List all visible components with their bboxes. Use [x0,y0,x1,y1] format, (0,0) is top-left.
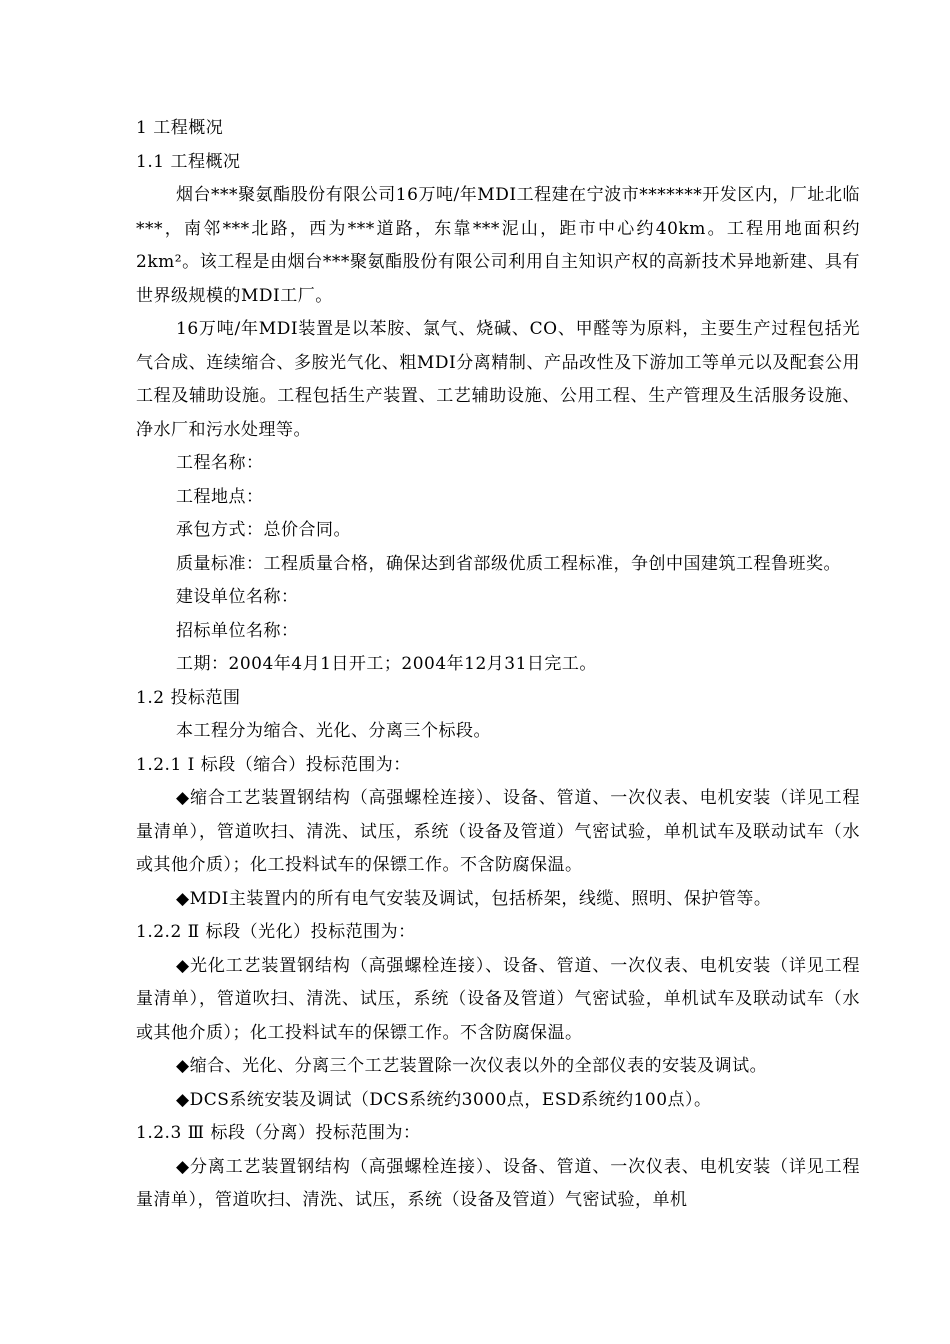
scope-intro: 本工程分为缩合、光化、分离三个标段。 [176,721,491,741]
list-item [136,1151,860,1218]
diamond-bullet-icon: ◆ [176,955,190,976]
subsection-heading-1-2-3: 1.2.3 Ⅲ 标段（分离）投标范围为： [136,1123,421,1143]
list-item [136,782,860,883]
list-item [136,883,860,917]
chapter-heading: 1 工程概况 [136,118,224,138]
diamond-bullet-icon: ◆ [176,1056,190,1076]
process-paragraph: 16万吨/年MDI装置是以苯胺、氯气、烧碱、CO、甲醛等为原料，主要生产过程包括光气合成、连续缩合、多胺光气化、粗MDI分离精制、产品改性及下游加工等单元以及配套公用工程及辅助设施。工程包括生产装置、工艺辅助设施、公用工程、生产管理及生活服务设施、净水厂和污水处理等。 [136,319,860,440]
list-item-text: 光化工艺装置钢结构（高强螺栓连接）、设备、管道、一次仪表、电机安装（详见工程量清单），管道吹扫、清洗、试压，系统（设备及管道）气密试验，单机试车及联动试车（水或其他介质）；化工投料试车的保镖工作。不含防腐保温。 [136,955,861,1043]
document-body [136,112,860,1218]
list-item-text: 缩合工艺装置钢结构（高强螺栓连接）、设备、管道、一次仪表、电机安装（详见工程量清单），管道吹扫、清洗、试压，系统（设备及管道）气密试验，单机试车及联动试车（水或其他介质）；化工投料试车的保镖工作。不含防腐保温。 [136,788,861,875]
section-heading-1-2: 1.2 投标范围 [136,687,241,708]
section-heading-1-1: 1.1 工程概况 [136,151,241,172]
diamond-bullet-icon: ◆ [176,788,190,808]
list-item-text: 分离工艺装置钢结构（高强螺栓连接）、设备、管道、一次仪表、电机安装（详见工程量清单），管道吹扫、清洗、试压，系统（设备及管道）气密试验，单机 [136,1156,861,1210]
project-name-field: 工程名称： [176,453,264,473]
overview-paragraph: 烟台***聚氨酯股份有限公司16万吨/年MDI工程建在宁波市*******开发区内，厂址北临***，南邻***北路，西为***道路，东靠***泥山，距市中心约40km。工程用地面积约2km²。该工程是由烟台***聚氨酯股份有限公司利用自主知识产权的高新技术异地新建、具有世界级规模的MDI工厂。 [136,185,860,306]
subsection-heading-1-2-1: 1.2.1 Ⅰ 标段（缩合）投标范围为： [136,754,411,775]
list-item-text: DCS系统安装及调试（DCS系统约3000点，ESD系统约100点）。 [189,1089,712,1110]
diamond-bullet-icon: ◆ [176,1156,190,1177]
list-item-text: 缩合、光化、分离三个工艺装置除一次仪表以外的全部仪表的安装及调试。 [189,1056,768,1076]
contract-type-field: 承包方式：总价合同。 [176,520,351,540]
project-location-field: 工程地点： [176,486,264,507]
list-item [136,1084,860,1118]
subsection-heading-1-2-2: 1.2.2 Ⅱ 标段（光化）投标范围为： [136,922,416,942]
list-item [136,1050,860,1084]
tender-unit-field: 招标单位名称： [176,620,299,641]
schedule-field: 工期：2004年4月1日开工；2004年12月31日完工。 [176,654,597,674]
quality-standard-field: 质量标准：工程质量合格，确保达到省部级优质工程标准，争创中国建筑工程鲁班奖。 [176,553,841,574]
list-item [136,950,860,1051]
owner-name-field: 建设单位名称： [176,587,299,607]
diamond-bullet-icon: ◆ [176,888,190,909]
diamond-bullet-icon: ◆ [176,1089,190,1110]
list-item-text: MDI主装置内的所有电气安装及调试，包括桥架，线缆、照明、保护管等。 [189,888,772,909]
